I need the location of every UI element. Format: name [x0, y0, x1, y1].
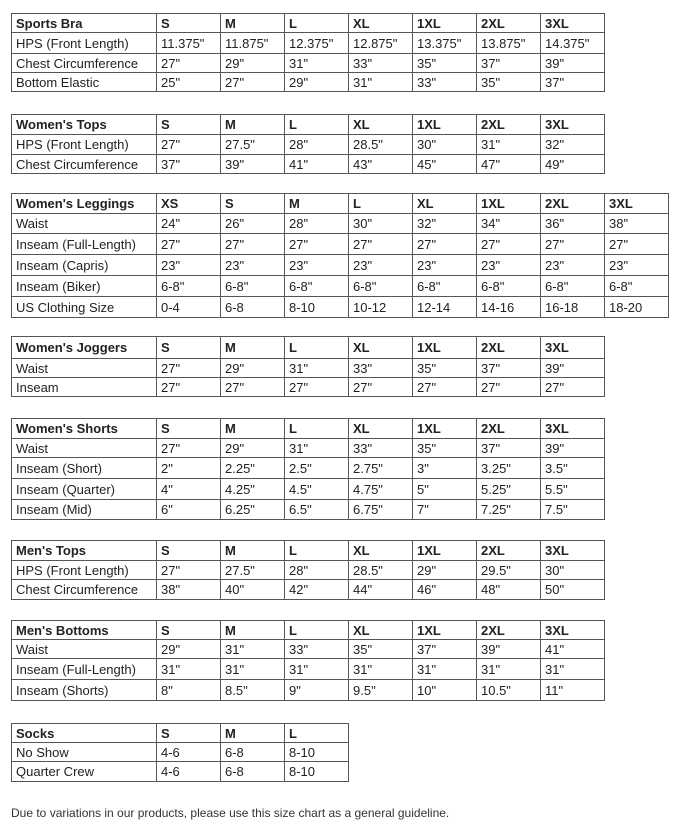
measurement-value: 7.5" — [541, 500, 605, 520]
measurement-value: 6.75" — [349, 500, 413, 520]
measurement-value: 45" — [413, 155, 477, 174]
measurement-value: 29" — [221, 439, 285, 458]
measurement-label: Quarter Crew — [12, 762, 157, 782]
measurement-value: 6-8" — [541, 276, 605, 297]
measurement-value: 4-6 — [157, 743, 221, 762]
measurement-value: 6.25" — [221, 500, 285, 520]
measurement-value: 3.25" — [477, 458, 541, 479]
measurement-label: Waist — [12, 359, 157, 378]
measurement-value: 37" — [157, 155, 221, 174]
table-row — [12, 73, 605, 92]
measurement-value: 49" — [541, 155, 605, 174]
size-header: L — [285, 621, 349, 640]
measurement-value: 11.375" — [157, 33, 221, 54]
table-row — [12, 659, 605, 680]
size-header: L — [285, 724, 349, 743]
measurement-value: 46" — [413, 580, 477, 600]
size-header: L — [285, 541, 349, 561]
table-row — [12, 276, 669, 297]
measurement-value: 27" — [157, 234, 221, 255]
size-header: S — [221, 194, 285, 214]
measurement-value: 2" — [157, 458, 221, 479]
measurement-value: 6.5" — [285, 500, 349, 520]
size-header: M — [221, 621, 285, 640]
measurement-value: 34" — [477, 214, 541, 234]
size-header: XS — [157, 194, 221, 214]
measurement-value: 6-8" — [605, 276, 669, 297]
measurement-value: 27" — [285, 234, 349, 255]
measurement-value: 31" — [477, 135, 541, 155]
measurement-value: 27" — [477, 234, 541, 255]
size-header: XL — [349, 419, 413, 439]
measurement-value: 23" — [349, 255, 413, 276]
size-header: M — [221, 115, 285, 135]
measurement-value: 5.25" — [477, 479, 541, 500]
measurement-value: 14-16 — [477, 297, 541, 318]
table-title: Men's Tops — [12, 541, 157, 561]
size-header: M — [221, 419, 285, 439]
table-header-row — [12, 541, 605, 561]
size-header: XL — [349, 337, 413, 359]
measurement-value: 2.25" — [221, 458, 285, 479]
measurement-value: 35" — [349, 640, 413, 659]
measurement-value: 29" — [221, 359, 285, 378]
measurement-value: 31" — [221, 640, 285, 659]
measurement-value: 39" — [541, 359, 605, 378]
measurement-label: Inseam — [12, 378, 157, 397]
table-row — [12, 640, 605, 659]
measurement-value: 6-8" — [477, 276, 541, 297]
size-header: XL — [413, 194, 477, 214]
measurement-value: 35" — [413, 439, 477, 458]
measurement-value: 31" — [285, 54, 349, 73]
measurement-label: HPS (Front Length) — [12, 561, 157, 580]
measurement-value: 50" — [541, 580, 605, 600]
women-s-shorts-table — [11, 418, 605, 520]
footnote: Due to variations in our products, please use this size chart as a general guideline. — [11, 806, 450, 820]
measurement-value: 6" — [157, 500, 221, 520]
measurement-label: Chest Circumference — [12, 54, 157, 73]
measurement-value: 35" — [477, 73, 541, 92]
measurement-value: 31" — [349, 73, 413, 92]
measurement-label: Inseam (Full-Length) — [12, 234, 157, 255]
measurement-value: 13.375" — [413, 33, 477, 54]
measurement-label: US Clothing Size — [12, 297, 157, 318]
measurement-value: 13.875" — [477, 33, 541, 54]
measurement-value: 27" — [157, 439, 221, 458]
measurement-value: 27" — [285, 378, 349, 397]
measurement-value: 23" — [221, 255, 285, 276]
measurement-value: 33" — [285, 640, 349, 659]
size-header: S — [157, 115, 221, 135]
measurement-value: 30" — [413, 135, 477, 155]
size-header: XL — [349, 541, 413, 561]
table-row — [12, 297, 669, 318]
measurement-value: 12.375" — [285, 33, 349, 54]
table-row — [12, 255, 669, 276]
measurement-value: 37" — [477, 54, 541, 73]
measurement-value: 27" — [221, 73, 285, 92]
measurement-value: 2.5" — [285, 458, 349, 479]
measurement-value: 27.5" — [221, 135, 285, 155]
size-header: M — [221, 337, 285, 359]
size-header: M — [221, 541, 285, 561]
size-header: L — [285, 115, 349, 135]
table-row — [12, 234, 669, 255]
measurement-value: 37" — [477, 439, 541, 458]
measurement-value: 35" — [413, 54, 477, 73]
measurement-value: 31" — [157, 659, 221, 680]
measurement-label: Inseam (Mid) — [12, 500, 157, 520]
measurement-value: 29" — [157, 640, 221, 659]
table-row — [12, 743, 349, 762]
size-header: S — [157, 724, 221, 743]
measurement-label: Waist — [12, 439, 157, 458]
table-title: Women's Shorts — [12, 419, 157, 439]
measurement-value: 29" — [221, 54, 285, 73]
measurement-value: 31" — [221, 659, 285, 680]
table-row — [12, 378, 605, 397]
women-s-joggers-table — [11, 336, 605, 397]
measurement-value: 31" — [285, 359, 349, 378]
measurement-value: 38" — [605, 214, 669, 234]
measurement-value: 23" — [541, 255, 605, 276]
measurement-value: 24" — [157, 214, 221, 234]
table-row — [12, 155, 605, 174]
measurement-value: 6-8" — [413, 276, 477, 297]
size-header: XL — [349, 621, 413, 640]
measurement-value: 41" — [285, 155, 349, 174]
measurement-value: 31" — [477, 659, 541, 680]
measurement-value: 47" — [477, 155, 541, 174]
table-row — [12, 561, 605, 580]
size-header: 2XL — [477, 541, 541, 561]
measurement-value: 39" — [541, 439, 605, 458]
measurement-value: 31" — [541, 659, 605, 680]
measurement-value: 9.5" — [349, 680, 413, 701]
measurement-value: 27.5" — [221, 561, 285, 580]
size-header: 1XL — [413, 14, 477, 33]
measurement-value: 23" — [285, 255, 349, 276]
measurement-value: 33" — [413, 73, 477, 92]
size-header: 3XL — [541, 14, 605, 33]
men-s-tops-table — [11, 540, 605, 600]
measurement-label: Inseam (Biker) — [12, 276, 157, 297]
size-header: 3XL — [541, 541, 605, 561]
measurement-value: 10-12 — [349, 297, 413, 318]
table-title: Women's Joggers — [12, 337, 157, 359]
measurement-value: 3.5" — [541, 458, 605, 479]
measurement-value: 8" — [157, 680, 221, 701]
measurement-value: 38" — [157, 580, 221, 600]
measurement-value: 12.875" — [349, 33, 413, 54]
measurement-value: 31" — [285, 439, 349, 458]
table-row — [12, 762, 349, 782]
measurement-value: 33" — [349, 54, 413, 73]
table-row — [12, 680, 605, 701]
measurement-value: 6-8" — [285, 276, 349, 297]
measurement-value: 29" — [413, 561, 477, 580]
measurement-value: 27" — [413, 234, 477, 255]
measurement-value: 37" — [541, 73, 605, 92]
measurement-value: 27" — [221, 234, 285, 255]
measurement-value: 27" — [157, 561, 221, 580]
measurement-label: Waist — [12, 214, 157, 234]
size-header: 1XL — [413, 115, 477, 135]
size-header: S — [157, 419, 221, 439]
measurement-value: 4-6 — [157, 762, 221, 782]
measurement-value: 2.75" — [349, 458, 413, 479]
measurement-value: 30" — [349, 214, 413, 234]
measurement-value: 3" — [413, 458, 477, 479]
measurement-value: 27" — [541, 378, 605, 397]
size-header: 1XL — [413, 337, 477, 359]
measurement-value: 28.5" — [349, 561, 413, 580]
measurement-value: 10.5" — [477, 680, 541, 701]
measurement-value: 8-10 — [285, 762, 349, 782]
table-header-row — [12, 14, 605, 33]
measurement-value: 4.75" — [349, 479, 413, 500]
measurement-label: HPS (Front Length) — [12, 33, 157, 54]
table-row — [12, 580, 605, 600]
measurement-value: 30" — [541, 561, 605, 580]
table-row — [12, 500, 605, 520]
measurement-value: 4.5" — [285, 479, 349, 500]
table-row — [12, 359, 605, 378]
size-header: 3XL — [541, 419, 605, 439]
socks-table — [11, 723, 349, 782]
measurement-label: Inseam (Shorts) — [12, 680, 157, 701]
measurement-value: 12-14 — [413, 297, 477, 318]
measurement-value: 28.5" — [349, 135, 413, 155]
measurement-value: 23" — [605, 255, 669, 276]
measurement-value: 37" — [413, 640, 477, 659]
measurement-value: 41" — [541, 640, 605, 659]
size-header: S — [157, 14, 221, 33]
measurement-value: 27" — [349, 234, 413, 255]
size-header: 3XL — [541, 337, 605, 359]
measurement-value: 23" — [157, 255, 221, 276]
measurement-value: 27" — [477, 378, 541, 397]
size-header: S — [157, 541, 221, 561]
table-row — [12, 439, 605, 458]
measurement-value: 6-8" — [349, 276, 413, 297]
size-header: M — [285, 194, 349, 214]
measurement-label: Chest Circumference — [12, 580, 157, 600]
measurement-value: 5" — [413, 479, 477, 500]
measurement-value: 32" — [541, 135, 605, 155]
measurement-value: 23" — [413, 255, 477, 276]
size-header: 2XL — [477, 115, 541, 135]
measurement-label: Chest Circumference — [12, 155, 157, 174]
measurement-value: 4" — [157, 479, 221, 500]
women-s-tops-table — [11, 114, 605, 174]
measurement-value: 35" — [413, 359, 477, 378]
measurement-value: 43" — [349, 155, 413, 174]
measurement-value: 27" — [541, 234, 605, 255]
measurement-value: 26" — [221, 214, 285, 234]
measurement-label: HPS (Front Length) — [12, 135, 157, 155]
measurement-value: 29" — [285, 73, 349, 92]
measurement-value: 31" — [413, 659, 477, 680]
measurement-value: 23" — [477, 255, 541, 276]
measurement-value: 16-18 — [541, 297, 605, 318]
size-header: S — [157, 621, 221, 640]
measurement-value: 27" — [221, 378, 285, 397]
measurement-value: 7.25" — [477, 500, 541, 520]
measurement-value: 31" — [349, 659, 413, 680]
measurement-value: 39" — [221, 155, 285, 174]
size-header: L — [285, 14, 349, 33]
table-title: Women's Leggings — [12, 194, 157, 214]
measurement-value: 29.5" — [477, 561, 541, 580]
size-header: XL — [349, 14, 413, 33]
measurement-value: 36" — [541, 214, 605, 234]
size-header: 1XL — [413, 621, 477, 640]
measurement-label: Inseam (Quarter) — [12, 479, 157, 500]
table-row — [12, 33, 605, 54]
measurement-value: 6-8" — [157, 276, 221, 297]
women-s-leggings-table — [11, 193, 669, 318]
sports-bra-table — [11, 13, 605, 92]
men-s-bottoms-table — [11, 620, 605, 701]
table-row — [12, 479, 605, 500]
table-title: Men's Bottoms — [12, 621, 157, 640]
table-title: Socks — [12, 724, 157, 743]
measurement-value: 27" — [157, 54, 221, 73]
measurement-value: 5.5" — [541, 479, 605, 500]
measurement-value: 8-10 — [285, 297, 349, 318]
size-header: M — [221, 14, 285, 33]
size-header: 3XL — [541, 621, 605, 640]
table-header-row — [12, 621, 605, 640]
size-header: XL — [349, 115, 413, 135]
measurement-value: 33" — [349, 359, 413, 378]
size-header: 1XL — [477, 194, 541, 214]
measurement-value: 40" — [221, 580, 285, 600]
measurement-value: 0-4 — [157, 297, 221, 318]
measurement-value: 33" — [349, 439, 413, 458]
size-header: 3XL — [541, 115, 605, 135]
measurement-value: 4.25" — [221, 479, 285, 500]
table-title: Sports Bra — [12, 14, 157, 33]
measurement-value: 6-8" — [221, 276, 285, 297]
measurement-value: 11.875" — [221, 33, 285, 54]
table-row — [12, 135, 605, 155]
measurement-value: 48" — [477, 580, 541, 600]
measurement-value: 44" — [349, 580, 413, 600]
measurement-label: Waist — [12, 640, 157, 659]
measurement-value: 27" — [605, 234, 669, 255]
size-header: 2XL — [477, 621, 541, 640]
size-header: M — [221, 724, 285, 743]
measurement-value: 11" — [541, 680, 605, 701]
measurement-value: 37" — [477, 359, 541, 378]
measurement-value: 42" — [285, 580, 349, 600]
table-header-row — [12, 194, 669, 214]
measurement-value: 7" — [413, 500, 477, 520]
size-header: L — [349, 194, 413, 214]
table-header-row — [12, 724, 349, 743]
measurement-value: 28" — [285, 561, 349, 580]
size-header: 2XL — [477, 419, 541, 439]
measurement-value: 8-10 — [285, 743, 349, 762]
size-header: 3XL — [605, 194, 669, 214]
size-header: 1XL — [413, 419, 477, 439]
size-header: 2XL — [541, 194, 605, 214]
measurement-value: 28" — [285, 135, 349, 155]
measurement-value: 6-8 — [221, 762, 285, 782]
measurement-value: 39" — [477, 640, 541, 659]
size-header: L — [285, 337, 349, 359]
measurement-value: 27" — [157, 359, 221, 378]
measurement-value: 8.5" — [221, 680, 285, 701]
table-header-row — [12, 419, 605, 439]
size-header: L — [285, 419, 349, 439]
table-row — [12, 54, 605, 73]
size-header: 2XL — [477, 337, 541, 359]
measurement-label: Inseam (Full-Length) — [12, 659, 157, 680]
measurement-value: 14.375" — [541, 33, 605, 54]
measurement-value: 6-8 — [221, 743, 285, 762]
measurement-label: Inseam (Short) — [12, 458, 157, 479]
table-header-row — [12, 337, 605, 359]
measurement-value: 39" — [541, 54, 605, 73]
table-header-row — [12, 115, 605, 135]
measurement-value: 27" — [413, 378, 477, 397]
size-header: S — [157, 337, 221, 359]
measurement-value: 25" — [157, 73, 221, 92]
measurement-value: 32" — [413, 214, 477, 234]
measurement-value: 6-8 — [221, 297, 285, 318]
size-header: 1XL — [413, 541, 477, 561]
measurement-label: No Show — [12, 743, 157, 762]
measurement-value: 9" — [285, 680, 349, 701]
measurement-label: Bottom Elastic — [12, 73, 157, 92]
measurement-value: 27" — [157, 135, 221, 155]
measurement-value: 28" — [285, 214, 349, 234]
measurement-value: 10" — [413, 680, 477, 701]
table-title: Women's Tops — [12, 115, 157, 135]
measurement-value: 27" — [349, 378, 413, 397]
measurement-value: 18-20 — [605, 297, 669, 318]
table-row — [12, 214, 669, 234]
measurement-value: 27" — [157, 378, 221, 397]
table-row — [12, 458, 605, 479]
size-header: 2XL — [477, 14, 541, 33]
measurement-label: Inseam (Capris) — [12, 255, 157, 276]
measurement-value: 31" — [285, 659, 349, 680]
